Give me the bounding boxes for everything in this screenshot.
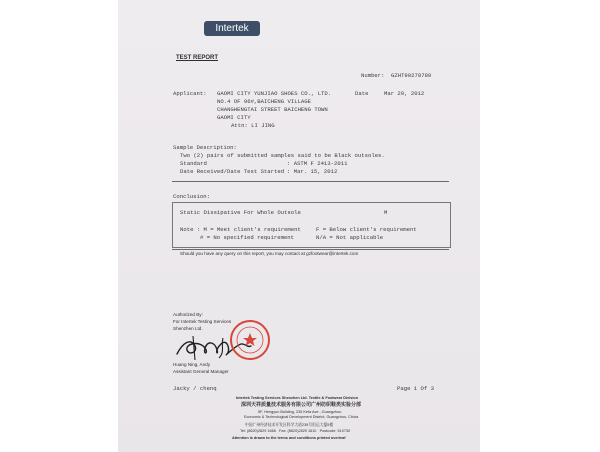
footer-company: Intertek Testing Services Shenzhen Ltd. Textile & Footwear Division	[236, 396, 359, 400]
authorized-by: Authorized By:	[173, 312, 203, 317]
applicant-line-1: GAOMI CITY YUNJIAO SHOES CO., LTD.	[217, 90, 332, 97]
conclusion-test-name: Static Dissipative For Whole Outsole	[180, 209, 301, 216]
footer-address-cn: 中国广州经济技术开发区科学大道235号恒运大厦5楼	[245, 423, 334, 427]
report-title: TEST REPORT	[176, 55, 219, 61]
query-note: Should you have any query on this report, you may contact at gzfootwear@intertek.com	[180, 251, 359, 256]
applicant-attn: Attn: LI JING	[231, 122, 275, 129]
number-value: GZHT90278789	[391, 72, 432, 79]
date-received-value: : Mar. 15, 2012	[287, 168, 338, 175]
applicant-line-3: CHANGHENGTAI STREET BAICHENG TOWN	[217, 106, 328, 113]
footer-attention: Attention is drawn to the terms and conditions printed overleaf	[232, 436, 346, 440]
intertek-logo: Intertek	[204, 21, 260, 36]
sample-description: Two (2) pairs of submitted samples said to be Black outsoles.	[180, 152, 385, 159]
note-line-2-left: # = No specified requirement	[200, 234, 294, 241]
divider-mid	[172, 249, 449, 250]
note-line-2-right: N/A = Not applicable	[316, 234, 384, 241]
note-line-1-left: Note : M = Meet client's requirement	[180, 226, 301, 233]
signatory-name: Huang Ning, Andy	[173, 362, 211, 367]
footer-tel: Tel: (8620)2829 1666 Fax: (8620)2829 1610 Postcode: 510730	[240, 429, 351, 433]
applicant-line-2: NO.4 OF 96#,BAICHENG VILLAGE	[217, 98, 311, 105]
applicant-line-4: GAOMI CITY	[217, 114, 251, 121]
company-stamp	[228, 318, 272, 362]
applicant-label: Applicant:	[173, 90, 207, 97]
signatory-title: Assistant General Manager	[173, 369, 229, 374]
note-line-1-right: F = Below client's requirement	[316, 226, 417, 233]
footer-address-2: Economic & Technological Development District, Guangzhou, China	[244, 415, 359, 419]
date-received-label: Date Received/Date Test Started	[180, 168, 285, 175]
footer-page-number: Page 1 Of 3	[397, 385, 434, 392]
conclusion-result: M	[384, 209, 388, 216]
sample-label: Sample Description:	[173, 144, 237, 151]
standard-label: Standard	[180, 160, 207, 167]
company-name: Shenzhen Ltd.	[173, 326, 203, 331]
footer-chinese-name: 深圳天祥质量技术服务有限公司广州纺织鞋类实验分部	[241, 402, 362, 408]
standard-value: : ASTM F 2413-2011	[287, 160, 348, 167]
date-label: Date	[355, 90, 369, 97]
conclusion-label: Conclusion:	[173, 193, 210, 200]
date-value: Mar 29, 2012	[384, 90, 425, 97]
divider-top	[172, 181, 449, 182]
for-company-line: For Intertek Testing Services	[173, 319, 232, 324]
footer-address: 5F, Hengyun Building, 235 Kefa Ave., Guangzhou	[258, 410, 342, 414]
footer-initials: Jacky / chenq	[173, 385, 217, 392]
number-label: Number:	[361, 72, 385, 79]
